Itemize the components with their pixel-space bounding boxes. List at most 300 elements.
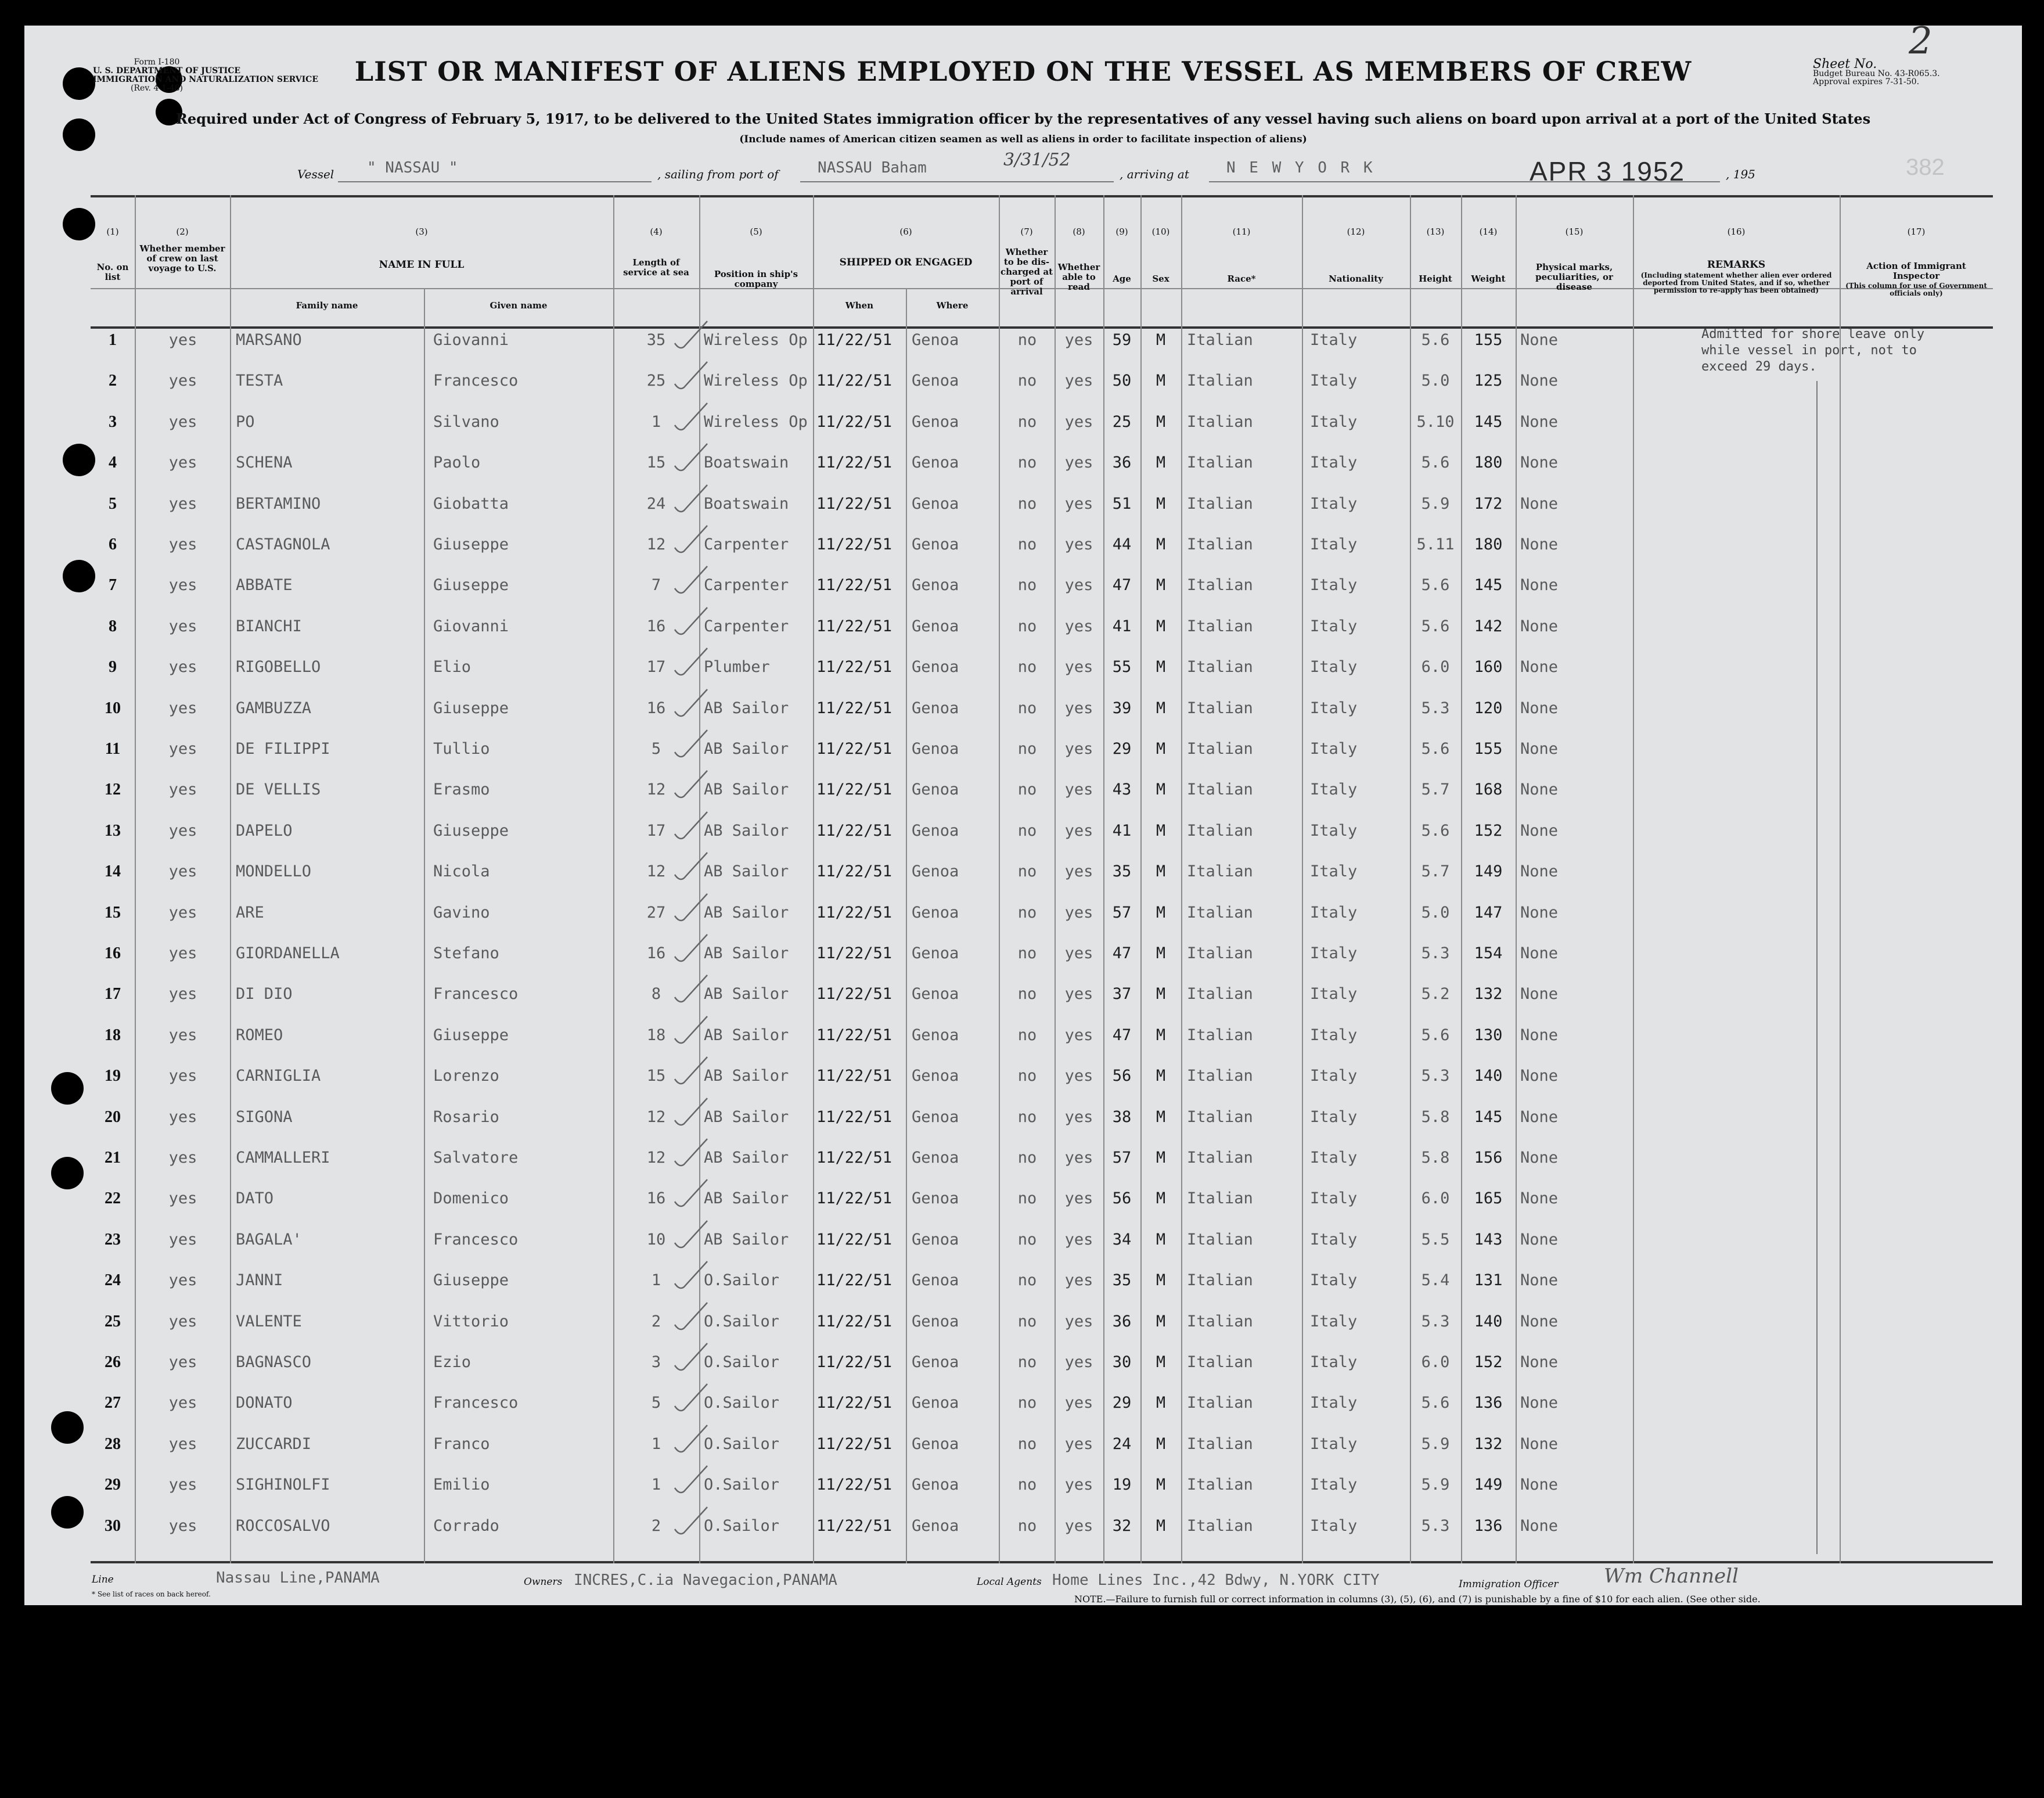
shipped-where[interactable]: Genoa [912,1230,959,1249]
height[interactable]: 5.6 [1421,1394,1450,1412]
family-name[interactable]: RIGOBELLO [236,658,321,677]
family-name[interactable]: JANNI [236,1271,283,1290]
sheet-number[interactable]: 2 [1909,26,1933,63]
physical-marks[interactable]: None [1520,1107,1559,1126]
length-of-service[interactable]: 5 [651,1394,661,1412]
age[interactable]: 44 [1112,535,1132,553]
crew-last-voyage[interactable]: yes [168,781,197,799]
given-name[interactable]: Giuseppe [433,821,509,840]
shipped-when[interactable]: 11/22/51 [816,454,893,472]
shipped-where[interactable]: Genoa [912,454,959,472]
nationality[interactable]: Italy [1310,1026,1358,1044]
to-be-discharged[interactable]: no [1017,944,1037,962]
shipped-where[interactable]: Genoa [912,658,959,677]
nationality[interactable]: Italy [1310,454,1358,472]
weight[interactable]: 149 [1474,1476,1503,1494]
position[interactable]: Boatswain [704,454,789,472]
family-name[interactable]: CASTAGNOLA [236,535,330,553]
shipped-where[interactable]: Genoa [912,1026,959,1044]
weight[interactable]: 152 [1474,821,1503,840]
shipped-where[interactable]: Genoa [912,535,959,553]
crew-last-voyage[interactable]: yes [168,821,197,840]
length-of-service[interactable]: 8 [651,985,661,1004]
age[interactable]: 47 [1112,576,1132,595]
shipped-where[interactable]: Genoa [912,740,959,758]
race[interactable]: Italian [1187,494,1253,513]
nationality[interactable]: Italy [1310,412,1358,431]
shipped-where[interactable]: Genoa [912,1516,959,1535]
shipped-where[interactable]: Genoa [912,1312,959,1330]
family-name[interactable]: CARNIGLIA [236,1067,321,1085]
able-to-read[interactable]: yes [1064,535,1093,553]
weight[interactable]: 125 [1474,372,1503,390]
crew-last-voyage[interactable]: yes [168,1312,197,1330]
height[interactable]: 5.6 [1421,331,1450,349]
shipped-when[interactable]: 11/22/51 [816,1026,893,1044]
position[interactable]: O.Sailor [704,1476,780,1494]
position[interactable]: AB Sailor [704,699,789,717]
physical-marks[interactable]: None [1520,862,1559,881]
able-to-read[interactable]: yes [1064,1476,1093,1494]
able-to-read[interactable]: yes [1064,1230,1093,1249]
shipped-where[interactable]: Genoa [912,1271,959,1290]
family-name[interactable]: DAPELO [236,821,293,840]
able-to-read[interactable]: yes [1064,1516,1093,1535]
shipped-where[interactable]: Genoa [912,617,959,635]
height[interactable]: 5.6 [1421,617,1450,635]
race[interactable]: Italian [1187,1067,1253,1085]
shipped-when[interactable]: 11/22/51 [816,617,893,635]
family-name[interactable]: ABBATE [236,576,293,595]
to-be-discharged[interactable]: no [1017,1434,1037,1453]
race[interactable]: Italian [1187,454,1253,472]
weight[interactable]: 130 [1474,1026,1503,1044]
family-name[interactable]: BERTAMINO [236,494,321,513]
weight[interactable]: 136 [1474,1516,1503,1535]
crew-last-voyage[interactable]: yes [168,1189,197,1208]
crew-last-voyage[interactable]: yes [168,1516,197,1535]
shipped-where[interactable]: Genoa [912,1149,959,1167]
physical-marks[interactable]: None [1520,699,1559,717]
shipped-when[interactable]: 11/22/51 [816,1353,893,1371]
race[interactable]: Italian [1187,1026,1253,1044]
shipped-when[interactable]: 11/22/51 [816,740,893,758]
height[interactable]: 5.3 [1421,699,1450,717]
physical-marks[interactable]: None [1520,1516,1559,1535]
able-to-read[interactable]: yes [1064,1107,1093,1126]
race[interactable]: Italian [1187,1353,1253,1371]
given-name[interactable]: Domenico [433,1189,509,1208]
able-to-read[interactable]: yes [1064,454,1093,472]
to-be-discharged[interactable]: no [1017,1067,1037,1085]
weight[interactable]: 154 [1474,944,1503,962]
to-be-discharged[interactable]: no [1017,331,1037,349]
physical-marks[interactable]: None [1520,576,1559,595]
to-be-discharged[interactable]: no [1017,1312,1037,1330]
height[interactable]: 6.0 [1421,1353,1450,1371]
race[interactable]: Italian [1187,1230,1253,1249]
nationality[interactable]: Italy [1310,1312,1358,1330]
weight[interactable]: 143 [1474,1230,1503,1249]
vessel-name[interactable]: " NASSAU " [367,159,458,177]
position[interactable]: AB Sailor [704,903,789,922]
position[interactable]: O.Sailor [704,1394,780,1412]
race[interactable]: Italian [1187,535,1253,553]
crew-last-voyage[interactable]: yes [168,1107,197,1126]
weight[interactable]: 152 [1474,1353,1503,1371]
weight[interactable]: 120 [1474,699,1503,717]
weight[interactable]: 180 [1474,454,1503,472]
race[interactable]: Italian [1187,1189,1253,1208]
family-name[interactable]: BAGNASCO [236,1353,312,1371]
to-be-discharged[interactable]: no [1017,1476,1037,1494]
sex[interactable]: M [1156,1394,1166,1412]
height[interactable]: 5.3 [1421,1312,1450,1330]
length-of-service[interactable]: 25 [646,372,666,390]
crew-last-voyage[interactable]: yes [168,372,197,390]
given-name[interactable]: Giuseppe [433,699,509,717]
able-to-read[interactable]: yes [1064,331,1093,349]
age[interactable]: 36 [1112,454,1132,472]
able-to-read[interactable]: yes [1064,412,1093,431]
family-name[interactable]: CAMMALLERI [236,1149,330,1167]
physical-marks[interactable]: None [1520,331,1559,349]
nationality[interactable]: Italy [1310,1067,1358,1085]
family-name[interactable]: BIANCHI [236,617,302,635]
position[interactable]: AB Sailor [704,862,789,881]
age[interactable]: 24 [1112,1434,1132,1453]
crew-last-voyage[interactable]: yes [168,1271,197,1290]
position[interactable]: AB Sailor [704,1107,789,1126]
weight[interactable]: 136 [1474,1394,1503,1412]
able-to-read[interactable]: yes [1064,1067,1093,1085]
crew-last-voyage[interactable]: yes [168,412,197,431]
handwritten-date[interactable]: 3/31/52 [1003,150,1071,170]
shipped-when[interactable]: 11/22/51 [816,535,893,553]
height[interactable]: 5.8 [1421,1107,1450,1126]
height[interactable]: 5.6 [1421,454,1450,472]
shipped-where[interactable]: Genoa [912,944,959,962]
age[interactable]: 35 [1112,1271,1132,1290]
sex[interactable]: M [1156,1107,1166,1126]
sex[interactable]: M [1156,535,1166,553]
position[interactable]: Carpenter [704,535,789,553]
to-be-discharged[interactable]: no [1017,1230,1037,1249]
crew-last-voyage[interactable]: yes [168,1026,197,1044]
shipped-where[interactable]: Genoa [912,494,959,513]
position[interactable]: O.Sailor [704,1434,780,1453]
height[interactable]: 5.7 [1421,781,1450,799]
physical-marks[interactable]: None [1520,903,1559,922]
race[interactable]: Italian [1187,1476,1253,1494]
nationality[interactable]: Italy [1310,576,1358,595]
physical-marks[interactable]: None [1520,658,1559,677]
weight[interactable]: 140 [1474,1067,1503,1085]
shipped-where[interactable]: Genoa [912,903,959,922]
shipped-where[interactable]: Genoa [912,699,959,717]
family-name[interactable]: DE VELLIS [236,781,321,799]
nationality[interactable]: Italy [1310,944,1358,962]
physical-marks[interactable]: None [1520,617,1559,635]
nationality[interactable]: Italy [1310,1149,1358,1167]
age[interactable]: 47 [1112,944,1132,962]
shipped-when[interactable]: 11/22/51 [816,1107,893,1126]
line-value[interactable]: Nassau Line,PANAMA [216,1569,380,1587]
age[interactable]: 36 [1112,1312,1132,1330]
length-of-service[interactable]: 1 [651,1476,661,1494]
race[interactable]: Italian [1187,1516,1253,1535]
to-be-discharged[interactable]: no [1017,454,1037,472]
able-to-read[interactable]: yes [1064,781,1093,799]
sex[interactable]: M [1156,821,1166,840]
crew-last-voyage[interactable]: yes [168,617,197,635]
to-be-discharged[interactable]: no [1017,985,1037,1004]
length-of-service[interactable]: 12 [646,1107,666,1126]
physical-marks[interactable]: None [1520,1271,1559,1290]
length-of-service[interactable]: 12 [646,781,666,799]
able-to-read[interactable]: yes [1064,617,1093,635]
physical-marks[interactable]: None [1520,1067,1559,1085]
crew-last-voyage[interactable]: yes [168,1353,197,1371]
weight[interactable]: 160 [1474,658,1503,677]
height[interactable]: 5.7 [1421,862,1450,881]
nationality[interactable]: Italy [1310,658,1358,677]
age[interactable]: 32 [1112,1516,1132,1535]
race[interactable]: Italian [1187,412,1253,431]
length-of-service[interactable]: 3 [651,1353,661,1371]
to-be-discharged[interactable]: no [1017,1026,1037,1044]
physical-marks[interactable]: None [1520,1353,1559,1371]
age[interactable]: 57 [1112,1149,1132,1167]
given-name[interactable]: Paolo [433,454,481,472]
given-name[interactable]: Nicola [433,862,490,881]
crew-last-voyage[interactable]: yes [168,1434,197,1453]
length-of-service[interactable]: 1 [651,1434,661,1453]
position[interactable]: Carpenter [704,617,789,635]
given-name[interactable]: Giuseppe [433,535,509,553]
nationality[interactable]: Italy [1310,1271,1358,1290]
age[interactable]: 47 [1112,1026,1132,1044]
height[interactable]: 5.6 [1421,1026,1450,1044]
weight[interactable]: 145 [1474,576,1503,595]
weight[interactable]: 149 [1474,862,1503,881]
family-name[interactable]: BAGALA' [236,1230,302,1249]
shipped-where[interactable]: Genoa [912,1476,959,1494]
sex[interactable]: M [1156,740,1166,758]
age[interactable]: 19 [1112,1476,1132,1494]
nationality[interactable]: Italy [1310,821,1358,840]
sex[interactable]: M [1156,1149,1166,1167]
physical-marks[interactable]: None [1520,1149,1559,1167]
sex[interactable]: M [1156,699,1166,717]
weight[interactable]: 147 [1474,903,1503,922]
able-to-read[interactable]: yes [1064,1434,1093,1453]
length-of-service[interactable]: 17 [646,658,666,677]
race[interactable]: Italian [1187,372,1253,390]
sex[interactable]: M [1156,576,1166,595]
position[interactable]: O.Sailor [704,1312,780,1330]
height[interactable]: 5.2 [1421,985,1450,1004]
family-name[interactable]: SIGHINOLFI [236,1476,330,1494]
race[interactable]: Italian [1187,781,1253,799]
height[interactable]: 5.9 [1421,1476,1450,1494]
physical-marks[interactable]: None [1520,985,1559,1004]
physical-marks[interactable]: None [1520,944,1559,962]
nationality[interactable]: Italy [1310,862,1358,881]
family-name[interactable]: DATO [236,1189,274,1208]
given-name[interactable]: Francesco [433,372,519,390]
age[interactable]: 39 [1112,699,1132,717]
given-name[interactable]: Ezio [433,1353,472,1371]
length-of-service[interactable]: 35 [646,331,666,349]
shipped-where[interactable]: Genoa [912,781,959,799]
physical-marks[interactable]: None [1520,1312,1559,1330]
length-of-service[interactable]: 16 [646,944,666,962]
physical-marks[interactable]: None [1520,1476,1559,1494]
family-name[interactable]: MONDELLO [236,862,312,881]
height[interactable]: 5.8 [1421,1149,1450,1167]
shipped-where[interactable]: Genoa [912,412,959,431]
to-be-discharged[interactable]: no [1017,1394,1037,1412]
shipped-when[interactable]: 11/22/51 [816,372,893,390]
owners-value[interactable]: INCRES,C.ia Navegacion,PANAMA [574,1572,837,1589]
given-name[interactable]: Francesco [433,1230,519,1249]
length-of-service[interactable]: 16 [646,699,666,717]
shipped-when[interactable]: 11/22/51 [816,699,893,717]
length-of-service[interactable]: 12 [646,535,666,553]
able-to-read[interactable]: yes [1064,1312,1093,1330]
age[interactable]: 41 [1112,821,1132,840]
race[interactable]: Italian [1187,903,1253,922]
crew-last-voyage[interactable]: yes [168,1476,197,1494]
crew-last-voyage[interactable]: yes [168,699,197,717]
nationality[interactable]: Italy [1310,331,1358,349]
height[interactable]: 5.10 [1416,412,1455,431]
race[interactable]: Italian [1187,658,1253,677]
to-be-discharged[interactable]: no [1017,412,1037,431]
race[interactable]: Italian [1187,821,1253,840]
to-be-discharged[interactable]: no [1017,658,1037,677]
weight[interactable]: 132 [1474,1434,1503,1453]
position[interactable]: Wireless Op [704,412,808,431]
able-to-read[interactable]: yes [1064,658,1093,677]
length-of-service[interactable]: 1 [651,412,661,431]
shipped-where[interactable]: Genoa [912,1189,959,1208]
crew-last-voyage[interactable]: yes [168,1149,197,1167]
given-name[interactable]: Lorenzo [433,1067,499,1085]
shipped-when[interactable]: 11/22/51 [816,1149,893,1167]
shipped-where[interactable]: Genoa [912,331,959,349]
able-to-read[interactable]: yes [1064,494,1093,513]
remarks-entry[interactable]: Admitted for shore leave only while vessel in port, not to exceed 29 days. [1701,327,1925,374]
physical-marks[interactable]: None [1520,1230,1559,1249]
family-name[interactable]: TESTA [236,372,283,390]
family-name[interactable]: PO [236,412,255,431]
sex[interactable]: M [1156,1516,1166,1535]
age[interactable]: 55 [1112,658,1132,677]
to-be-discharged[interactable]: no [1017,372,1037,390]
family-name[interactable]: DONATO [236,1394,293,1412]
sex[interactable]: M [1156,1230,1166,1249]
physical-marks[interactable]: None [1520,821,1559,840]
sex[interactable]: M [1156,985,1166,1004]
nationality[interactable]: Italy [1310,617,1358,635]
length-of-service[interactable]: 16 [646,617,666,635]
able-to-read[interactable]: yes [1064,699,1093,717]
position[interactable]: AB Sailor [704,781,789,799]
shipped-when[interactable]: 11/22/51 [816,1394,893,1412]
able-to-read[interactable]: yes [1064,1271,1093,1290]
sex[interactable]: M [1156,781,1166,799]
crew-last-voyage[interactable]: yes [168,535,197,553]
shipped-when[interactable]: 11/22/51 [816,862,893,881]
age[interactable]: 59 [1112,331,1132,349]
height[interactable]: 5.3 [1421,1067,1450,1085]
crew-last-voyage[interactable]: yes [168,1230,197,1249]
shipped-where[interactable]: Genoa [912,1434,959,1453]
length-of-service[interactable]: 15 [646,454,666,472]
weight[interactable]: 156 [1474,1149,1503,1167]
shipped-when[interactable]: 11/22/51 [816,1230,893,1249]
height[interactable]: 5.11 [1416,535,1455,553]
nationality[interactable]: Italy [1310,1107,1358,1126]
physical-marks[interactable]: None [1520,1189,1559,1208]
weight[interactable]: 132 [1474,985,1503,1004]
age[interactable]: 38 [1112,1107,1132,1126]
family-name[interactable]: GIORDANELLA [236,944,340,962]
crew-last-voyage[interactable]: yes [168,1394,197,1412]
port-of-sailing[interactable]: NASSAU Baham [818,159,927,177]
able-to-read[interactable]: yes [1064,944,1093,962]
able-to-read[interactable]: yes [1064,1149,1093,1167]
shipped-when[interactable]: 11/22/51 [816,781,893,799]
to-be-discharged[interactable]: no [1017,494,1037,513]
race[interactable]: Italian [1187,740,1253,758]
given-name[interactable]: Giovanni [433,331,509,349]
height[interactable]: 5.9 [1421,1434,1450,1453]
height[interactable]: 5.3 [1421,944,1450,962]
length-of-service[interactable]: 16 [646,1189,666,1208]
shipped-where[interactable]: Genoa [912,862,959,881]
to-be-discharged[interactable]: no [1017,535,1037,553]
to-be-discharged[interactable]: no [1017,576,1037,595]
age[interactable]: 37 [1112,985,1132,1004]
weight[interactable]: 131 [1474,1271,1503,1290]
race[interactable]: Italian [1187,331,1253,349]
family-name[interactable]: DI DIO [236,985,293,1004]
shipped-when[interactable]: 11/22/51 [816,1516,893,1535]
to-be-discharged[interactable]: no [1017,781,1037,799]
physical-marks[interactable]: None [1520,781,1559,799]
shipped-where[interactable]: Genoa [912,821,959,840]
age[interactable]: 30 [1112,1353,1132,1371]
race[interactable]: Italian [1187,1312,1253,1330]
crew-last-voyage[interactable]: yes [168,494,197,513]
physical-marks[interactable]: None [1520,454,1559,472]
to-be-discharged[interactable]: no [1017,1271,1037,1290]
port-of-arrival[interactable]: N E W Y O R K [1226,159,1375,177]
sex[interactable]: M [1156,944,1166,962]
nationality[interactable]: Italy [1310,535,1358,553]
sex[interactable]: M [1156,454,1166,472]
able-to-read[interactable]: yes [1064,740,1093,758]
race[interactable]: Italian [1187,1394,1253,1412]
shipped-when[interactable]: 11/22/51 [816,494,893,513]
weight[interactable]: 168 [1474,781,1503,799]
height[interactable]: 5.0 [1421,903,1450,922]
position[interactable]: O.Sailor [704,1516,780,1535]
physical-marks[interactable]: None [1520,1434,1559,1453]
